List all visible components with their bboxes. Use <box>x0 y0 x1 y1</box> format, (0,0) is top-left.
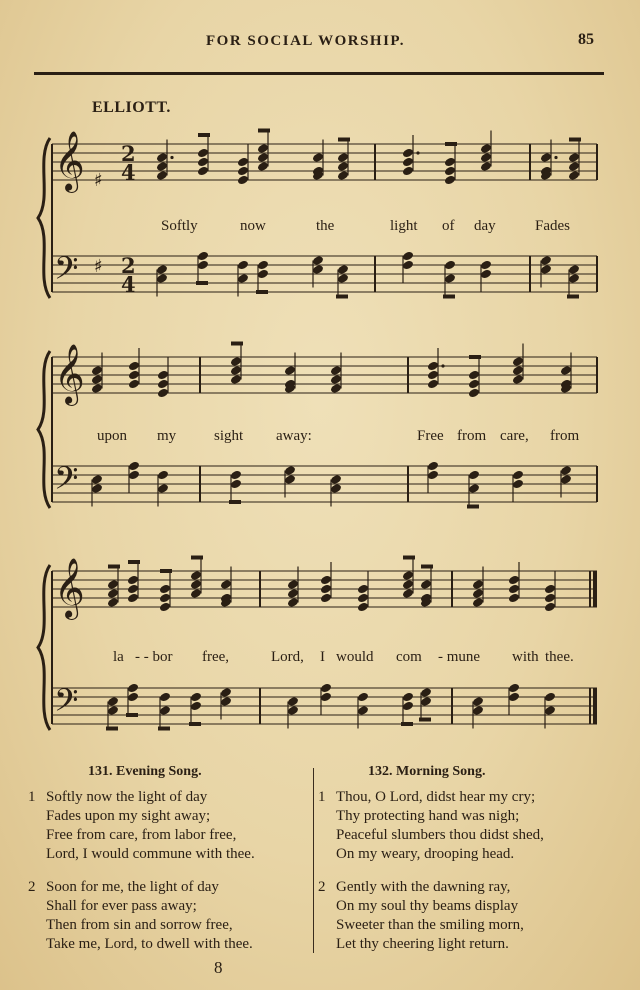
bass-clef: 𝄢 <box>54 682 79 726</box>
note-head <box>312 255 324 266</box>
note-head <box>508 593 520 604</box>
lyric-syllable: now <box>240 218 266 234</box>
hymn-line: Free from care, from labor free, <box>46 827 237 843</box>
lyric-syllable: sight <box>214 428 244 444</box>
note-head <box>330 374 342 385</box>
beam <box>158 727 170 731</box>
note-head <box>287 579 299 590</box>
note-head <box>320 593 332 604</box>
dot <box>441 364 444 367</box>
note-head <box>468 379 480 390</box>
note-head <box>127 575 139 586</box>
note-head <box>127 584 139 595</box>
note-head <box>472 705 484 716</box>
note-head <box>544 705 556 716</box>
hymn-line: Thou, O Lord, didst hear my cry; <box>336 789 536 805</box>
note-head <box>568 170 580 181</box>
note-head <box>468 483 480 494</box>
note-head <box>402 260 414 271</box>
note-head <box>230 479 242 490</box>
note-head <box>157 388 169 399</box>
note-head <box>568 273 580 284</box>
note-head <box>91 365 103 376</box>
note-head <box>337 161 349 172</box>
sharp-accidental: ♯ <box>94 170 103 191</box>
beam <box>419 718 431 722</box>
note-head <box>330 365 342 376</box>
stanza-number: 1 <box>28 789 36 805</box>
note-head <box>544 602 556 613</box>
lyric-syllable: with <box>512 649 539 665</box>
hymn-line: Take me, Lord, to dwell with thee. <box>46 936 253 952</box>
note-head <box>357 705 369 716</box>
note-head <box>230 365 242 376</box>
note-head <box>157 379 169 390</box>
note-head <box>560 465 572 476</box>
hymn-line: Peaceful slumbers thou didst shed, <box>336 827 544 843</box>
note-head <box>330 383 342 394</box>
hymn-line: Let thy cheering light return. <box>336 936 509 952</box>
hymn-line: Fades upon my sight away; <box>46 808 211 824</box>
note-head <box>468 388 480 399</box>
lyric-syllable: would <box>336 649 374 665</box>
note-head <box>540 264 552 275</box>
hymn-title: 131. Evening Song. <box>88 764 202 779</box>
beam <box>196 281 208 285</box>
beam <box>126 713 138 717</box>
note-head <box>197 148 209 159</box>
note-head <box>357 593 369 604</box>
note-head <box>230 470 242 481</box>
note-head <box>237 157 249 168</box>
note-head <box>159 584 171 595</box>
beam <box>160 569 172 573</box>
hymn-line: Gently with the dawning ray, <box>336 879 511 895</box>
lyric-syllable: - - bor <box>135 649 173 665</box>
lyric-syllable: my <box>157 428 177 444</box>
note-head <box>197 260 209 271</box>
note-head <box>402 701 414 712</box>
lyric-syllable: Free <box>417 428 444 444</box>
note-head <box>284 365 296 376</box>
lyric-syllable: la <box>113 649 124 665</box>
note-head <box>402 148 414 159</box>
beam <box>128 560 140 564</box>
note-head <box>287 597 299 608</box>
note-head <box>190 570 202 581</box>
beam <box>338 138 350 142</box>
note-head <box>91 483 103 494</box>
lyric-syllable: away: <box>276 428 312 444</box>
beam <box>191 556 203 560</box>
note-head <box>330 474 342 485</box>
bass-clef: 𝄢 <box>54 250 79 294</box>
note-head <box>402 579 414 590</box>
note-head <box>427 461 439 472</box>
note-head <box>220 579 232 590</box>
beam <box>336 295 348 299</box>
note-head <box>107 579 119 590</box>
note-head <box>157 370 169 381</box>
note-head <box>156 264 168 275</box>
column-divider <box>313 768 314 953</box>
note-head <box>128 461 140 472</box>
lyric-syllable: upon <box>97 428 127 444</box>
note-head <box>444 175 456 186</box>
note-head <box>540 152 552 163</box>
note-head <box>220 687 232 698</box>
hymn-line: Then from sin and sorrow free, <box>46 917 233 933</box>
note-head <box>197 166 209 177</box>
time-signature-numerator: 2 <box>121 253 136 278</box>
note-head <box>237 166 249 177</box>
note-head <box>357 602 369 613</box>
note-head <box>357 584 369 595</box>
note-head <box>544 584 556 595</box>
note-head <box>156 273 168 284</box>
note-head <box>127 593 139 604</box>
note-head <box>508 692 520 703</box>
stanza-number: 1 <box>318 789 326 805</box>
note-head <box>337 152 349 163</box>
note-head <box>512 356 524 367</box>
note-head <box>512 365 524 376</box>
hymn-line: Thy protecting hand was nigh; <box>336 808 520 824</box>
note-head <box>420 687 432 698</box>
clefs <box>54 131 85 726</box>
note-head <box>568 152 580 163</box>
note-head <box>257 269 269 280</box>
note-head <box>508 584 520 595</box>
beam <box>189 722 201 726</box>
lyric-syllable: I <box>320 649 325 665</box>
note-head <box>157 470 169 481</box>
lyric-syllable: Lord, <box>271 649 304 665</box>
note-head <box>402 588 414 599</box>
note-head <box>427 370 439 381</box>
note-head <box>257 152 269 163</box>
dot <box>554 156 557 159</box>
note-head <box>287 588 299 599</box>
note-head <box>220 696 232 707</box>
note-head <box>508 683 520 694</box>
note-head <box>107 705 119 716</box>
beam <box>445 142 457 146</box>
lyric-syllable: the <box>316 218 335 234</box>
note-head <box>512 374 524 385</box>
note-head <box>357 692 369 703</box>
beam <box>401 722 413 726</box>
note-head <box>337 264 349 275</box>
beam <box>229 500 241 504</box>
beam <box>567 295 579 299</box>
dot <box>170 156 173 159</box>
note-head <box>197 157 209 168</box>
lyric-syllable: - mune <box>438 649 481 665</box>
lyric-syllable: light <box>390 218 418 234</box>
system-braces <box>38 138 52 730</box>
bass-clef: 𝄢 <box>54 460 79 504</box>
note-head <box>420 579 432 590</box>
beam <box>421 565 433 569</box>
note-head <box>320 683 332 694</box>
note-head <box>337 273 349 284</box>
note-head <box>427 470 439 481</box>
note-head <box>427 379 439 390</box>
beam <box>403 556 415 560</box>
hymn-line: Softly now the light of day <box>46 789 208 805</box>
hymn-line: On my soul thy beams display <box>336 898 519 914</box>
note-head <box>107 597 119 608</box>
note-head <box>320 575 332 586</box>
note-head <box>284 474 296 485</box>
note-head <box>156 161 168 172</box>
note-head <box>444 273 456 284</box>
note-head <box>156 170 168 181</box>
note-head <box>427 361 439 372</box>
note-head <box>540 255 552 266</box>
lyric-syllable: care, <box>500 428 529 444</box>
note-head <box>91 474 103 485</box>
note-head <box>468 470 480 481</box>
time-signature-denominator: 4 <box>121 160 136 185</box>
note-head <box>512 479 524 490</box>
note-head <box>472 696 484 707</box>
system-brace <box>38 138 50 298</box>
note-head <box>480 161 492 172</box>
note-head <box>480 143 492 154</box>
note-head <box>128 379 140 390</box>
note-head <box>127 683 139 694</box>
beam <box>108 565 120 569</box>
note-head <box>512 470 524 481</box>
note-head <box>330 483 342 494</box>
system-brace <box>38 565 50 730</box>
note-head <box>157 483 169 494</box>
note-head <box>544 593 556 604</box>
signature-mark: 8 <box>214 958 223 977</box>
lyric-syllable: thee. <box>545 649 574 665</box>
note-head <box>508 575 520 586</box>
note-head <box>444 157 456 168</box>
beam <box>106 727 118 731</box>
lyric-syllable: day <box>474 218 496 234</box>
hymn-line: Sweeter than the smiling morn, <box>336 917 524 933</box>
note-head <box>237 273 249 284</box>
beam <box>569 138 581 142</box>
dot <box>416 151 419 154</box>
time-signature-denominator: 4 <box>121 272 136 297</box>
hymn-line: On my weary, drooping head. <box>336 846 515 862</box>
beam <box>256 290 268 294</box>
lyric-syllable: from <box>550 428 580 444</box>
note-head <box>127 692 139 703</box>
note-head <box>190 692 202 703</box>
note-head <box>159 692 171 703</box>
note-head <box>107 696 119 707</box>
note-head <box>444 166 456 177</box>
beam <box>258 129 270 133</box>
note-head <box>190 701 202 712</box>
hymn-title: 132. Morning Song. <box>368 764 486 779</box>
note-head <box>402 166 414 177</box>
note-head <box>257 260 269 271</box>
note-head <box>237 175 249 186</box>
note-head <box>128 361 140 372</box>
note-head <box>444 260 456 271</box>
lyric-syllable: free, <box>202 649 230 665</box>
page-number: 85 <box>578 31 594 48</box>
note-head <box>402 570 414 581</box>
note-head <box>156 152 168 163</box>
lyric-syllable: from <box>457 428 487 444</box>
note-head <box>472 579 484 590</box>
beam <box>467 505 479 509</box>
note-head <box>257 161 269 172</box>
system-brace <box>38 351 50 508</box>
note-head <box>402 692 414 703</box>
note-head <box>91 374 103 385</box>
note-head <box>472 588 484 599</box>
note-head <box>472 597 484 608</box>
note-head <box>312 152 324 163</box>
time-signature-numerator: 2 <box>121 141 136 166</box>
note-head <box>287 705 299 716</box>
beam <box>198 133 210 137</box>
note-head <box>480 260 492 271</box>
stanza-number: 2 <box>28 879 36 895</box>
beam <box>443 295 455 299</box>
beam <box>231 342 243 346</box>
tune-name: ELLIOTT. <box>92 99 171 116</box>
note-head <box>287 696 299 707</box>
treble-clef: 𝄞 <box>54 344 85 404</box>
note-head <box>568 161 580 172</box>
hymn-line: Lord, I would commune with thee. <box>46 846 255 862</box>
note-head <box>159 602 171 613</box>
note-head <box>197 251 209 262</box>
note-head <box>284 465 296 476</box>
note-head <box>402 157 414 168</box>
note-head <box>257 143 269 154</box>
lyric-syllable: Fades <box>535 218 570 234</box>
note-head <box>237 260 249 271</box>
note-head <box>420 696 432 707</box>
note-head <box>337 170 349 181</box>
note-head <box>560 474 572 485</box>
lyric-syllable: com <box>396 649 422 665</box>
hymn-line: Shall for ever pass away; <box>46 898 197 914</box>
note-head <box>128 370 140 381</box>
note-head <box>480 152 492 163</box>
note-head <box>159 593 171 604</box>
note-head <box>480 269 492 280</box>
note-head <box>402 251 414 262</box>
note-head <box>468 370 480 381</box>
note-head <box>190 579 202 590</box>
lyric-syllable: of <box>442 218 455 234</box>
note-head <box>568 264 580 275</box>
note-head <box>544 692 556 703</box>
note-head <box>312 264 324 275</box>
note-head <box>128 470 140 481</box>
note-head <box>320 692 332 703</box>
running-head: FOR SOCIAL WORSHIP. <box>206 33 405 49</box>
stanza-number: 2 <box>318 879 326 895</box>
note-head <box>230 374 242 385</box>
treble-clef: 𝄞 <box>54 558 85 618</box>
note-head <box>230 356 242 367</box>
hymn-line: Soon for me, the light of day <box>46 879 219 895</box>
note-head <box>159 705 171 716</box>
note-head <box>190 588 202 599</box>
beam <box>469 355 481 359</box>
note-head <box>320 584 332 595</box>
note-head <box>91 383 103 394</box>
lyric-syllable: Softly <box>161 218 198 234</box>
note-head <box>560 365 572 376</box>
sharp-accidental: ♯ <box>94 256 103 277</box>
note-head <box>107 588 119 599</box>
treble-clef: 𝄞 <box>54 131 85 191</box>
